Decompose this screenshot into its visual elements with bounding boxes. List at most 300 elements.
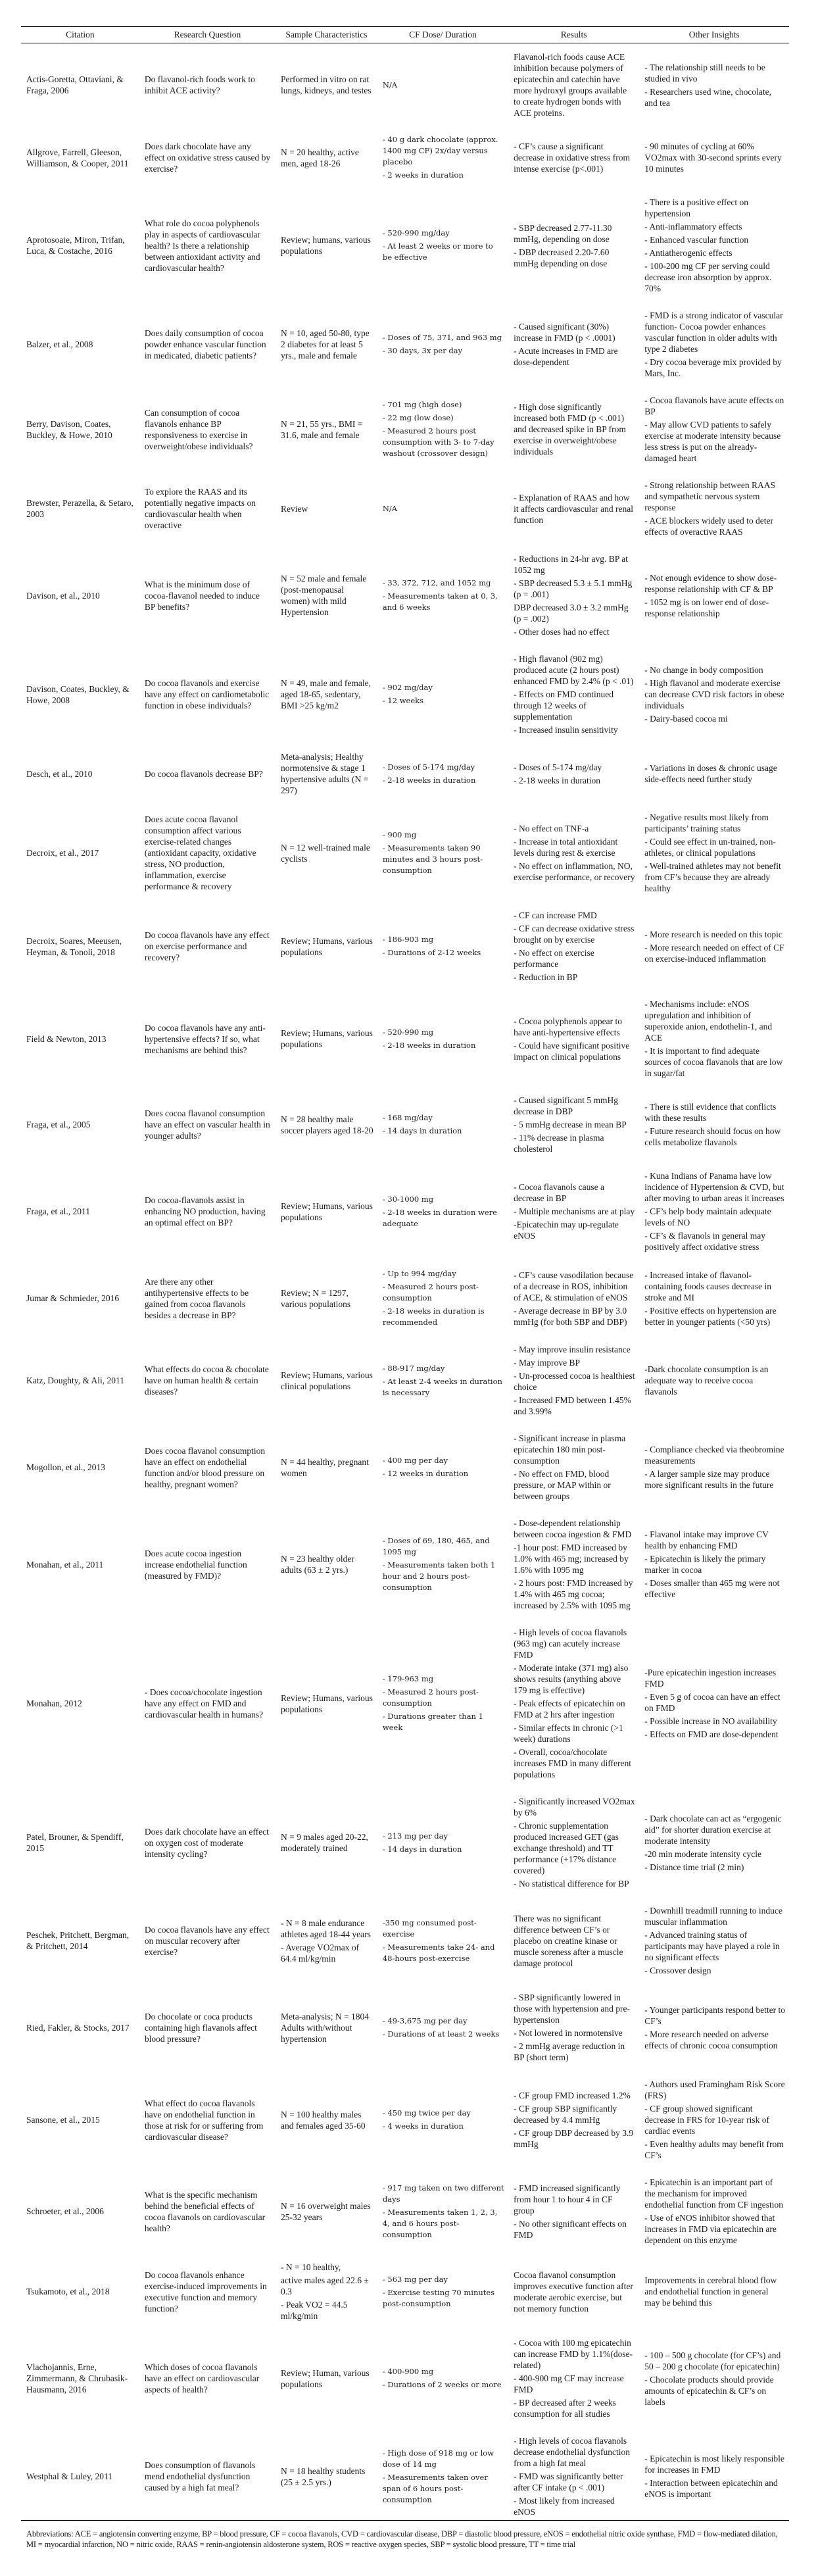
cell-other-insights-line: Improvements in cerebral blood flow and endothelial function in general may be behind this: [644, 2275, 777, 2308]
cell-other-insights: [639, 2329, 789, 2427]
cell-other-insights-line: - Future research should focus on how cells metabolize flavanols: [644, 1126, 781, 1147]
cell-citation: Desch, et al., 2010: [26, 768, 93, 779]
cell-cf-dose-duration-line: -350 mg consumed post-exercise: [382, 1918, 477, 1939]
cell-citation: Ried, Fakler, & Stocks, 2017: [26, 2022, 130, 2033]
cell-results-line: - Could have significant positive impact on clinical populations: [514, 1040, 630, 1062]
cell-research-question: Does dark chocolate have an effect on oxygen cost of moderate intensity cycling?: [144, 1826, 269, 1859]
cell-other-insights: [639, 1788, 789, 1897]
cell-sample-characteristics-line: Review; Humans, various populations: [281, 1693, 373, 1714]
cell-other-insights: [639, 2071, 789, 2169]
cell-other-insights: [639, 645, 789, 743]
cell-other-insights-line: - Not enough evidence to show dose-response relationship with CF & BP: [644, 572, 777, 594]
cell-other-insights-line: - There is still evidence that conflicts with these results: [644, 1102, 777, 1123]
cell-results-line: - Reductions in 24-hr avg. BP at 1052 mg: [514, 554, 628, 575]
cell-results: [508, 302, 639, 387]
cell-citation: Patel, Brouner, & Spendiff, 2015: [26, 1832, 124, 1853]
header-cf-dose-duration: CF Dose/ Duration: [377, 27, 508, 43]
cell-cf-dose-duration-line: - 450 mg twice per day: [382, 2108, 471, 2118]
cell-citation: Balzer, et al., 2008: [26, 339, 93, 349]
cell-cf-dose-duration-line: - Measurements taken 1, 2, 3, 4, and 6 hours post-consumption: [382, 2207, 498, 2239]
cell-results-line: - High levels of cocoa flavanols (963 mg) can acutely increase FMD: [514, 1627, 627, 1660]
cell-cf-dose-duration: [377, 472, 508, 545]
cell-research-question: Does cocoa flavanol consumption have an effect on endothelial function and/or blood pressure on healthy, pregnant women?: [144, 1445, 266, 1489]
cell-sample-characteristics: [276, 2169, 377, 2254]
cell-sample-characteristics: [276, 545, 377, 645]
cell-results-line: - 2 hours post: FMD increased by 1.4% with 465 mg cocoa; increased by 2.5% with 1095 mg: [514, 1578, 633, 1610]
cell-results-line: - Effects on FMD continued through 12 weeks of supplementation: [514, 689, 614, 722]
cell-other-insights-line: - Use of eNOS inhibitor showed that increases in FMD via epicatechin are dependent on this enzyme: [644, 2213, 777, 2245]
cell-results-line: Cocoa flavanol consumption improves executive function after moderate aerobic exercise, but not memory function: [514, 2269, 633, 2314]
cell-research-question: Do cocoa flavanols decrease BP?: [144, 768, 263, 779]
table-row: [21, 804, 789, 902]
cell-results-line: - CF can increase FMD: [514, 910, 597, 920]
cell-results-line: - High flavanol (902 mg) produced acute (2 hours post) enhanced FMD by 2.4% (p < .01): [514, 654, 634, 686]
cell-results-line: - Reduction in BP: [514, 972, 578, 982]
cell-other-insights-line: - 100-200 mg CF per serving could decrease iron absorption by approx. 70%: [644, 261, 772, 293]
table-row: [21, 2254, 789, 2329]
cell-results-line: - BP decreased after 2 weeks consumption for all studies: [514, 2398, 616, 2419]
cell-sample-characteristics: [276, 1897, 377, 1984]
cell-results-line: - 11% decrease in plasma cholesterol: [514, 1133, 604, 1154]
cell-other-insights: [639, 43, 789, 127]
cell-other-insights: [639, 126, 789, 189]
cell-results: [508, 126, 639, 189]
table-row: [21, 902, 789, 991]
cell-research-question: Does acute cocoa ingestion increase endothelial function (measured by FMD)?: [144, 1548, 247, 1581]
cell-sample-characteristics-line: N = 23 healthy older adults (63 ± 2 yrs.): [281, 1554, 354, 1575]
cell-results: [508, 1788, 639, 1897]
cell-cf-dose-duration-line: - 12 weeks in duration: [382, 1469, 469, 1478]
cell-results-line: - Most likely from increased eNOS: [514, 2496, 615, 2517]
cell-other-insights: [639, 545, 789, 645]
cell-results-line: - Acute increases in FMD are dose-dependent: [514, 346, 618, 367]
cell-results-line: - Increased FMD between 1.45% and 3.99%: [514, 1395, 631, 1416]
cell-cf-dose-duration-line: - Measured 2 hours post-consumption: [382, 1687, 479, 1708]
cell-other-insights-line: - Doses smaller than 465 mg were not effective: [644, 1578, 780, 1599]
cell-other-insights: [639, 2254, 789, 2329]
cell-sample-characteristics: [276, 1260, 377, 1336]
cell-cf-dose-duration-line: - Measurements taken 90 minutes and 3 hours post-consumption: [382, 843, 483, 875]
cell-sample-characteristics-line: - Average VO2max of 64.4 ml/kg/min: [281, 1942, 360, 1964]
cell-cf-dose-duration: [377, 43, 508, 127]
cell-research-question: Do flavanol-rich foods work to inhibit ACE activity?: [144, 74, 255, 95]
cell-cf-dose-duration-line: - 30 days, 3x per day: [382, 346, 463, 355]
cell-other-insights-line: - Crossover design: [644, 1966, 711, 1975]
cell-sample-characteristics-line: Review; Humans, various populations: [281, 935, 373, 957]
cell-results: [508, 1336, 639, 1425]
cell-other-insights: [639, 804, 789, 902]
cell-cf-dose-duration: [377, 1788, 508, 1897]
cell-other-insights: [639, 189, 789, 302]
cell-other-insights: [639, 991, 789, 1087]
cell-other-insights-line: - ACE blockers widely used to deter effects of overactive RAAS: [644, 516, 774, 537]
cell-other-insights-line: - There is a positive effect on hypertension: [644, 197, 748, 218]
cell-cf-dose-duration: [377, 902, 508, 991]
cell-cf-dose-duration-line: - 33, 372, 712, and 1052 mg: [382, 578, 491, 587]
cell-other-insights-line: - Dairy-based cocoa mi: [644, 714, 728, 724]
cell-results-line: - No effect on FMD, blood pressure, or MAP within or between groups: [514, 1469, 611, 1501]
cell-sample-characteristics-line: Meta-analysis; Healthy normotensive & stage 1 hypertensive adults (N = 297): [281, 752, 369, 795]
cell-sample-characteristics: [276, 1619, 377, 1788]
cell-results-line: - Average decrease in BP by 3.0 mmHg (for both SBP and DBP): [514, 1305, 627, 1327]
cell-other-insights-line: - Dry cocoa beverage mix provided by Mars, Inc.: [644, 357, 782, 378]
cell-cf-dose-duration: [377, 545, 508, 645]
cell-sample-characteristics: [276, 991, 377, 1087]
cell-sample-characteristics: [276, 743, 377, 804]
table-row: [21, 2329, 789, 2427]
cell-cf-dose-duration-line: - 12 weeks: [382, 696, 424, 705]
cell-cf-dose-duration-line: - 520-990 mg/day: [382, 228, 450, 237]
cell-other-insights-line: - More research needed on adverse effects of chronic cocoa consumption: [644, 2029, 778, 2050]
cell-results: [508, 991, 639, 1087]
cell-results-line: - 400-900 mg CF may increase FMD: [514, 2373, 624, 2394]
cell-sample-characteristics-line: Performed in vitro on rat lungs, kidneys, and testes: [281, 74, 372, 95]
table-row: [21, 1087, 789, 1162]
header-other-insights: Other Insights: [639, 27, 789, 43]
cell-results: [508, 2427, 639, 2521]
cell-sample-characteristics: [276, 902, 377, 991]
cell-results-line: - High levels of cocoa flavanols decrease endothelial dysfunction from a high fat meal: [514, 2436, 631, 2468]
cell-sample-characteristics-line: Review: [281, 503, 308, 514]
cell-citation: Allgrove, Farrell, Gleeson, Williamson, & Cooper, 2011: [26, 147, 129, 168]
cell-sample-characteristics-line: N = 20 healthy, active men, aged 18-26: [281, 147, 359, 168]
cell-other-insights-line: - Enhanced vascular function: [644, 235, 749, 245]
cell-other-insights-line: - 90 minutes of cycling at 60% VO2max with 30-second sprints every 10 minutes: [644, 141, 782, 174]
cell-research-question: Does dark chocolate have any effect on oxidative stress caused by exercise?: [144, 141, 271, 174]
cell-cf-dose-duration: [377, 302, 508, 387]
cell-cf-dose-duration: [377, 1336, 508, 1425]
cell-results-line: - Dose-dependent relationship between cocoa ingestion & FMD: [514, 1518, 632, 1539]
cell-other-insights-line: - CF group showed significant decrease in FRS for 10-year risk of cardiac events: [644, 2104, 769, 2136]
cell-results: [508, 1897, 639, 1984]
cell-cf-dose-duration: [377, 804, 508, 902]
cell-results-line: - Moderate intake (371 mg) also shows results (anything above 179 mg is effective): [514, 1663, 629, 1695]
cell-research-question: What is the specific mechanism behind the beneficial effects of cocoa flavanols on cardiovascular health?: [144, 2189, 266, 2233]
cell-results: [508, 902, 639, 991]
cell-results-line: - Other doses had no effect: [514, 627, 610, 637]
cell-cf-dose-duration: [377, 2169, 508, 2254]
table-row: [21, 1897, 789, 1984]
table-row: [21, 1336, 789, 1425]
cell-other-insights: [639, 302, 789, 387]
cell-cf-dose-duration-line: - Measurements taken both 1 hour and 2 hours post-consumption: [382, 1560, 496, 1592]
cell-other-insights-line: - Authors used Framingham Risk Score (FRS): [644, 2079, 785, 2100]
cell-cf-dose-duration-line: - 88-917 mg/day: [382, 1363, 445, 1373]
cell-results-line: DBP decreased 3.0 ± 3.2 mmHg (p = .002): [514, 603, 629, 624]
abbreviations-footnote: Abbreviations: ACE = angiotensin converting enzyme, BP = blood pressure, CF = cocoa flavanols, CVD = cardiovascular disease, DBP = diastolic blood pressure, eNOS = endothelial nitric oxide synthase, FMD = flow-mediated dilation, MI = myocardial infarction, NO = nitric oxide, RAAS = renin-angiotensin aldosterone system, ROS = reactive oxygen species, SBP = systolic blood pressure, TT = time trial: [26, 2529, 778, 2549]
cell-cf-dose-duration-line: - 400-900 mg: [382, 2367, 434, 2376]
cell-other-insights: [639, 1897, 789, 1984]
cell-sample-characteristics-line: - Peak VO2 = 44.5 ml/kg/min: [281, 2300, 348, 2321]
cell-results-line: - Doses of 5-174 mg/day: [514, 762, 602, 772]
cell-results-line: - CF group SBP significantly decreased by 4.4 mmHg: [514, 2104, 617, 2125]
cell-results: [508, 743, 639, 804]
cell-citation: Actis-Goretta, Ottaviani, & Fraga, 2006: [26, 74, 124, 95]
cell-cf-dose-duration: [377, 2071, 508, 2169]
table-row: [21, 991, 789, 1087]
cell-cf-dose-duration: [377, 2427, 508, 2521]
cell-other-insights: [639, 902, 789, 991]
cell-results-line: - Explanation of RAAS and how it affects cardiovascular and renal function: [514, 492, 633, 525]
cell-cf-dose-duration-line: - Measurements taken at 0, 3, and 6 weeks: [382, 591, 498, 612]
cell-citation: Jumar & Schmieder, 2016: [26, 1293, 120, 1303]
cell-other-insights-line: - 100 – 500 g chocolate (for CF’s) and 50 – 200 g chocolate (for epicatechin): [644, 2350, 781, 2371]
cell-other-insights: [639, 1619, 789, 1788]
cell-cf-dose-duration: [377, 387, 508, 472]
cell-results-line: - FMD increased significantly from hour 1 to hour 4 in CF group: [514, 2183, 621, 2216]
cell-results: [508, 545, 639, 645]
table-row: [21, 43, 789, 127]
table-row: [21, 2169, 789, 2254]
cell-research-question: Can consumption of cocoa flavanols enhance BP responsiveness to exercise in overweight/obese individuals?: [144, 407, 253, 451]
cell-citation: Monahan, et al., 2011: [26, 1559, 104, 1570]
cell-other-insights-line: - It is important to find adequate sources of cocoa flavanols that are low in sugar/fat: [644, 1046, 783, 1078]
cell-sample-characteristics: [276, 1510, 377, 1619]
cell-citation: Aprotosoaie, Miron, Trifan, Luca, & Costache, 2016: [26, 235, 125, 256]
cell-cf-dose-duration-line: - Measured 2 hours post-consumption: [382, 1282, 479, 1302]
table-row: [21, 189, 789, 302]
cell-other-insights: [639, 1260, 789, 1336]
cell-sample-characteristics-line: N = 18 healthy students (25 ± 2.5 yrs.): [281, 2465, 366, 2487]
cell-sample-characteristics-line: N = 21, 55 yrs., BMI = 31.6, male and female: [281, 418, 363, 440]
cell-research-question: Do cocoa-flavanols assist in enhancing NO production, having an optimal effect on BP?: [144, 1195, 266, 1227]
cell-research-question: Do chocolate or coca products containing high flavanols affect blood pressure?: [144, 2011, 257, 2044]
cell-cf-dose-duration-line: - 2-18 weeks in duration: [382, 1040, 476, 1050]
cell-other-insights: [639, 472, 789, 545]
cell-citation: Decroix, Soares, Meeusen, Heyman, & Tonoli, 2018: [26, 935, 122, 957]
cell-results-line: - Not lowered in normotensive: [514, 2028, 623, 2038]
cell-cf-dose-duration: [377, 1897, 508, 1984]
cell-results-line: - SBP decreased 2.77-11.30 mmHg, depending on dose: [514, 222, 612, 244]
cell-cf-dose-duration: [377, 1984, 508, 2071]
cell-results: [508, 1984, 639, 2071]
cell-other-insights-line: - More research is needed on this topic: [644, 929, 782, 939]
cell-results-line: - CF’s cause a significant decrease in oxidative stress from intense exercise (p<.001): [514, 141, 631, 174]
cell-citation: Brewster, Perazella, & Setaro, 2003: [26, 498, 133, 519]
cell-citation: Decroix, et al., 2017: [26, 848, 99, 858]
cell-other-insights-line: - More research needed on effect of CF on exercise-induced inflammation: [644, 942, 784, 964]
cell-results-line: - 5 mmHg decrease in mean BP: [514, 1120, 627, 1129]
cell-results-line: - Chronic supplementation produced increased GET (gas exchange threshold) and TT performance (+17% distance covered): [514, 1821, 619, 1875]
cell-cf-dose-duration-line: - Up to 994 mg/day: [382, 1269, 456, 1278]
cell-other-insights: [639, 1336, 789, 1425]
cell-other-insights-line: - Effects on FMD are dose-dependent: [644, 1729, 779, 1739]
cell-cf-dose-duration: [377, 1425, 508, 1510]
header-citation: Citation: [21, 27, 139, 43]
header-results: Results: [508, 27, 639, 43]
cell-cf-dose-duration: [377, 991, 508, 1087]
cell-cf-dose-duration: [377, 645, 508, 743]
cell-sample-characteristics: [276, 387, 377, 472]
cell-other-insights: [639, 1425, 789, 1510]
cell-results-line: - Overall, cocoa/chocolate increases FMD in many different populations: [514, 1747, 632, 1779]
cell-results-line: - High dose significantly increased both FMD (p < .001) and decreased spike in BP from exercise in overweight/obese individuals: [514, 402, 626, 457]
cell-other-insights-line: - May allow CVD patients to safely exercise at moderate intensity because less stress is put on the already-damaged heart: [644, 420, 781, 463]
cell-results-line: - Increase in total antioxidant levels during rest & exercise: [514, 837, 618, 858]
table-row: [21, 1510, 789, 1619]
cell-sample-characteristics-line: N = 16 overweight males 25-32 years: [281, 2200, 371, 2222]
table-body: [21, 43, 789, 2521]
cell-sample-characteristics: [276, 1087, 377, 1162]
cell-cf-dose-duration-line: - 179-963 mg: [382, 1674, 434, 1683]
cell-results-line: - SBP significantly lowered in those with hypertension and pre-hypertension: [514, 1993, 631, 2025]
cell-cf-dose-duration: [377, 1087, 508, 1162]
cell-citation: Berry, Davison, Coates, Buckley, & Howe, 2010: [26, 418, 112, 440]
cell-sample-characteristics-line: Review; Humans, various clinical populations: [281, 1370, 373, 1391]
cell-cf-dose-duration-line: - 186-903 mg: [382, 935, 434, 944]
cell-research-question: Does cocoa flavanol consumption have an effect on vascular health in younger adults?: [144, 1108, 270, 1141]
cell-sample-characteristics-line: N = 44 healthy, pregnant women: [281, 1456, 369, 1478]
table-row: [21, 302, 789, 387]
cell-sample-characteristics-line: Meta-analysis; N = 1804 Adults with/without hypertension: [281, 2011, 370, 2044]
cell-sample-characteristics-line: N = 52 male and female (post-menopausal women) with mild Hypertension: [281, 574, 367, 617]
cell-cf-dose-duration-line: - 701 mg (high dose): [382, 400, 462, 409]
table-row: [21, 1425, 789, 1510]
cell-other-insights-line: - Advanced training status of participants may have played a role in no significant effects: [644, 1930, 780, 1962]
cell-cf-dose-duration-line: - 2-18 weeks in duration were adequate: [382, 1207, 497, 1228]
cell-research-question: What effects do cocoa & chocolate have on human health & certain diseases?: [144, 1364, 269, 1397]
cell-results: [508, 645, 639, 743]
cell-cf-dose-duration: [377, 2254, 508, 2329]
cell-cf-dose-duration-line: - 2-18 weeks in duration is recommended: [382, 1306, 485, 1327]
cell-sample-characteristics: [276, 43, 377, 127]
cell-cf-dose-duration: [377, 1162, 508, 1260]
cell-results: [508, 189, 639, 302]
cell-cf-dose-duration: [377, 189, 508, 302]
header-research-question: Research Question: [139, 27, 276, 43]
cell-results-line: - No effect on TNF-a: [514, 824, 589, 833]
cell-sample-characteristics: [276, 2071, 377, 2169]
table-row: [21, 387, 789, 472]
cell-results-line: - Similar effects in chronic (>1 week) durations: [514, 1723, 623, 1744]
cell-cf-dose-duration-line: - Durations of 2-12 weeks: [382, 948, 481, 957]
cell-other-insights-line: - Positive effects on hypertension are better in younger patients (<50 yrs): [644, 1305, 777, 1327]
cell-results-line: - Caused significant (30%) increase in FMD (p < .0001): [514, 322, 615, 343]
cell-cf-dose-duration-line: - 902 mg/day: [382, 683, 433, 692]
cell-other-insights-line: - Variations in doses & chronic usage side-effects need further study: [644, 763, 777, 784]
cell-research-question: What is the minimum dose of cocoa-flavanol needed to induce BP benefits?: [144, 579, 260, 612]
cell-citation: Peschek, Pritchett, Bergman, & Pritchett, 2014: [26, 1930, 130, 1951]
cell-other-insights-line: - Epicatechin is an important part of the mechanism for improved endothelial function from CF ingestion: [644, 2177, 784, 2210]
cell-results-line: - CF group DBP decreased by 3.9 mmHg: [514, 2128, 634, 2149]
cell-results-line: - CF group FMD increased 1.2%: [514, 2091, 631, 2100]
cell-cf-dose-duration-line: N/A: [382, 80, 398, 89]
cell-other-insights-line: - Increased intake of flavanol-containing foods causes decrease in stroke and MI: [644, 1270, 771, 1302]
cell-cf-dose-duration-line: - 213 mg per day: [382, 1831, 448, 1841]
cell-citation: Tsukamoto, et al., 2018: [26, 2287, 110, 2296]
cell-results-line: - 2 mmHg average reduction in BP (short term): [514, 2041, 625, 2062]
cell-results-line: There was no significant difference between CF’s or placebo on creatine kinase or muscle soreness after a muscle damage protocol: [514, 1913, 623, 1968]
cell-results-line: - Increased insulin sensitivity: [514, 725, 618, 735]
cell-results-line: Flavanol-rich foods cause ACE inhibition because polymers of epicatechin and catechin have more hydroxyl groups available to create hydrogen bonds with ACE proteins.: [514, 52, 627, 118]
cell-sample-characteristics: [276, 1425, 377, 1510]
cell-results: [508, 1087, 639, 1162]
cell-results-line: - Peak effects of epicatechin on FMD at 2 hrs after ingestion: [514, 1698, 625, 1720]
cell-results: [508, 804, 639, 902]
cell-cf-dose-duration-line: - Measured 2 hours post consumption with 3- to 7-day washout (crossover design): [382, 426, 494, 458]
cell-other-insights-line: - CF’s help body maintain adequate levels of NO: [644, 1206, 771, 1227]
cell-other-insights-line: - Negative results most likely from participants’ training status: [644, 812, 769, 833]
table-row: [21, 1260, 789, 1336]
cell-citation: Fraga, et al., 2005: [26, 1120, 91, 1129]
cell-results-line: - Multiple mechanisms are at play: [514, 1206, 635, 1216]
cell-sample-characteristics: [276, 302, 377, 387]
cell-sample-characteristics-line: N = 100 healthy males and females aged 35-60: [281, 2109, 366, 2131]
cell-cf-dose-duration-line: - Durations greater than 1 week: [382, 1712, 483, 1732]
cell-results-line: - Cocoa with 100 mg epicatechin can increase FMD by 1.1%(dose-related): [514, 2338, 633, 2370]
cell-other-insights-line: - CF’s & flavanols in general may positively affect oxidative stress: [644, 1231, 766, 1252]
cell-other-insights-line: -Dark chocolate consumption is an adequate way to receive cocoa flavanols: [644, 1364, 769, 1397]
cell-other-insights-line: - Anti-inflammatory effects: [644, 222, 742, 232]
cell-citation: Vlachojannis, Erne, Zimmermann, & Chrubasik-Hausmann, 2016: [26, 2362, 128, 2394]
cell-other-insights-line: - FMD is a strong indicator of vascular function- Cocoa powder enhances vascular function in older adults with type 2 diabetes: [644, 310, 783, 354]
cell-results: [508, 472, 639, 545]
cell-other-insights-line: - Downhill treadmill running to induce muscular inflammation: [644, 1906, 782, 1927]
cell-cf-dose-duration-line: - 4 weeks in duration: [382, 2121, 464, 2131]
cell-sample-characteristics: [276, 1162, 377, 1260]
cell-results-line: - Significantly increased VO2max by 6%: [514, 1796, 635, 1818]
cell-other-insights-line: - Strong relationship between RAAS and sympathetic nervous system response: [644, 480, 776, 512]
cell-other-insights-line: - Chocolate products should provide amounts of epicatechin & CF’s on labels: [644, 2374, 774, 2407]
cell-results-line: - CF can decrease oxidative stress brought on by exercise: [514, 924, 635, 945]
cell-cf-dose-duration-line: - 22 mg (low dose): [382, 413, 454, 422]
cell-research-question: What effect do cocoa flavanols have on endothelial function in those at risk for or suffering from cardiovascular disease?: [144, 2098, 264, 2142]
cell-other-insights-line: - No change in body composition: [644, 665, 763, 675]
cell-other-insights-line: - Dark chocolate can act as “ergogenic aid” for shorter duration exercise at moderate intensity: [644, 1813, 782, 1846]
cell-sample-characteristics: [276, 1336, 377, 1425]
table-row: [21, 1162, 789, 1260]
cell-research-question: Do cocoa flavanols have any effect on exercise performance and recovery?: [144, 930, 270, 962]
cell-cf-dose-duration-line: - High dose of 918 mg or low dose of 14 mg: [382, 2448, 494, 2469]
cell-results: [508, 2169, 639, 2254]
cell-cf-dose-duration-line: - 520-990 mg: [382, 1027, 434, 1037]
table-row: [21, 2427, 789, 2521]
cell-results-line: - Cocoa polyphenols appear to have anti-hypertensive effects: [514, 1016, 623, 1037]
cell-cf-dose-duration: [377, 1619, 508, 1788]
cell-other-insights: [639, 1087, 789, 1162]
table-row: [21, 645, 789, 743]
cell-sample-characteristics: [276, 2427, 377, 2521]
cell-other-insights: [639, 2427, 789, 2521]
cell-results-line: -Epicatechin may up-regulate eNOS: [514, 1220, 619, 1241]
cell-results-line: - May improve BP: [514, 1358, 580, 1368]
cell-cf-dose-duration-line: - 14 days in duration: [382, 1126, 462, 1135]
cell-cf-dose-duration-line: - 168 mg/day: [382, 1113, 433, 1122]
cell-other-insights-line: - Possible increase in NO availability: [644, 1716, 777, 1726]
table-row: [21, 743, 789, 804]
cell-other-insights-line: - Even healthy adults may benefit from CF’s: [644, 2139, 784, 2160]
cell-other-insights-line: -20 min moderate intensity cycle: [644, 1848, 761, 1859]
cell-cf-dose-duration-line: - 2-18 weeks in duration: [382, 775, 476, 785]
cell-other-insights: [639, 1162, 789, 1260]
cell-sample-characteristics: [276, 126, 377, 189]
cell-results: [508, 2071, 639, 2169]
table-row: [21, 472, 789, 545]
cell-cf-dose-duration: [377, 2329, 508, 2427]
cell-cf-dose-duration-line: N/A: [382, 503, 398, 513]
cell-results-line: - SBP decreased 5.3 ± 5.1 mmHg (p = .001): [514, 578, 633, 599]
cell-other-insights-line: - High flavanol and moderate exercise can decrease CVD risk factors in obese individuals: [644, 678, 784, 710]
cell-results: [508, 1510, 639, 1619]
cell-sample-characteristics: [276, 2329, 377, 2427]
cell-results: [508, 1162, 639, 1260]
cell-research-question: Are there any other antihypertensive effects to be gained from cocoa flavanols besides a decrease in BP?: [144, 1276, 249, 1320]
cell-sample-characteristics: [276, 1984, 377, 2071]
cell-citation: Mogollon, et al., 2013: [26, 1462, 105, 1472]
cell-cf-dose-duration-line: - Durations of 2 weeks or more: [382, 2380, 502, 2389]
cell-other-insights-line: - Well-trained athletes may not benefit from CF’s because they are already healthy: [644, 861, 781, 893]
cell-citation: Katz, Doughty, & Ali, 2011: [26, 1375, 124, 1385]
